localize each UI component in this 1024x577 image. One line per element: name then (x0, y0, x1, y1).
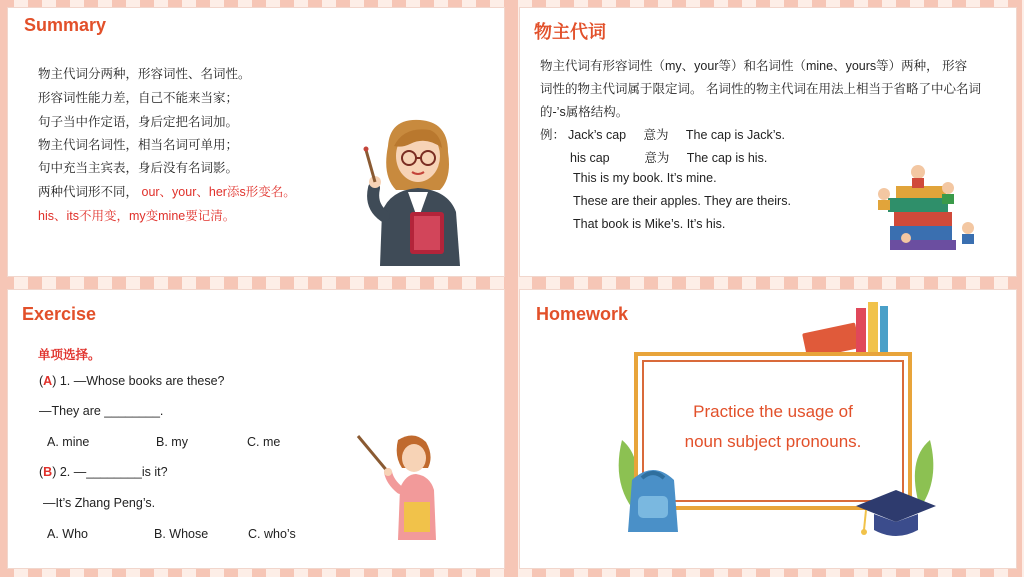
exercise-panel (8, 290, 504, 568)
summary-panel (8, 8, 504, 276)
possessive-para-2: 词性的物主代词属于限定词。 名词性的物主代词在用法上相当于省略了中心名词 (540, 82, 981, 96)
homework-line-2: noun subject pronouns. (684, 432, 862, 451)
summary-line-2: 形容词性能力差，自己不能来当家； (38, 91, 239, 105)
q1-option-a: A. mine (47, 435, 90, 449)
q1-text: ) 1. —Whose books are these? (52, 374, 225, 388)
summary-title: Summary (24, 15, 107, 35)
q1-option-c: C. me (247, 435, 281, 449)
summary-line-4: 物主代词名词性，相当名词可单用； (38, 138, 239, 152)
teacher-illustration (360, 116, 470, 266)
summary-line-1: 物主代词分两种，形容词性、名词性。 (38, 67, 251, 81)
backpack-icon (616, 460, 690, 536)
summary-line-7: his、its不用变，my变mine要记清。 (38, 209, 236, 223)
summary-line-3: 句子当中作定语，身后定把名词加。 (38, 115, 239, 129)
question-1 (39, 374, 225, 388)
summary-line-6-red: our、your、her添s形变名。 (138, 185, 296, 199)
summary-line-6 (38, 182, 296, 200)
homework-line-1: Practice the usage of (693, 402, 853, 421)
books-decoration-icon (800, 300, 900, 360)
question-2 (39, 465, 168, 479)
exercise-title: Exercise (22, 304, 97, 324)
summary-line-5: 句中充当主宾表，身后没有名词影。 (38, 161, 239, 175)
example-1: Jack’s cap 意为 The cap is Jack’s. (568, 128, 785, 142)
possessive-title: 物主代词 (534, 22, 606, 42)
example-4: These are their apples. They are theirs. (573, 194, 791, 208)
possessive-panel (520, 8, 1016, 276)
example-5: That book is Mike’s. It’s his. (573, 217, 726, 231)
kids-books-illustration (870, 158, 990, 256)
q1-option-b: B. my (156, 435, 188, 449)
example-label: 例： (540, 128, 566, 142)
example-3: This is my book. It’s mine. (573, 171, 717, 185)
q2-line-2: —It’s Zhang Peng’s. (43, 496, 156, 510)
q2-answer: B (43, 465, 53, 479)
possessive-para-1: 物主代词有形容词性（my、your等）和名词性（mine、yours等）两种， 形容 (540, 59, 968, 73)
q2-option-c: C. who’s (248, 527, 296, 541)
graduation-cap-icon (852, 486, 938, 542)
homework-panel (520, 290, 1016, 568)
homework-title: Homework (536, 304, 629, 324)
q2-option-b: B. Whose (154, 527, 209, 541)
example-2: his cap 意为 The cap is his. (570, 151, 768, 165)
possessive-para-3: 的-’s属格结构。 (540, 105, 629, 119)
summary-line-6-black: 两种代词形不同， (38, 185, 139, 199)
exercise-heading: 单项选择。 (38, 348, 101, 362)
q1-line-2: —They are ________. (39, 404, 164, 418)
girl-pointer-illustration (354, 432, 444, 542)
q2-text: ) 2. —________is it? (52, 465, 168, 479)
q2-option-a: A. Who (47, 527, 88, 541)
q2-open-paren: ( (39, 465, 44, 479)
q1-open-paren: ( (39, 374, 44, 388)
q1-answer: A (43, 374, 53, 388)
